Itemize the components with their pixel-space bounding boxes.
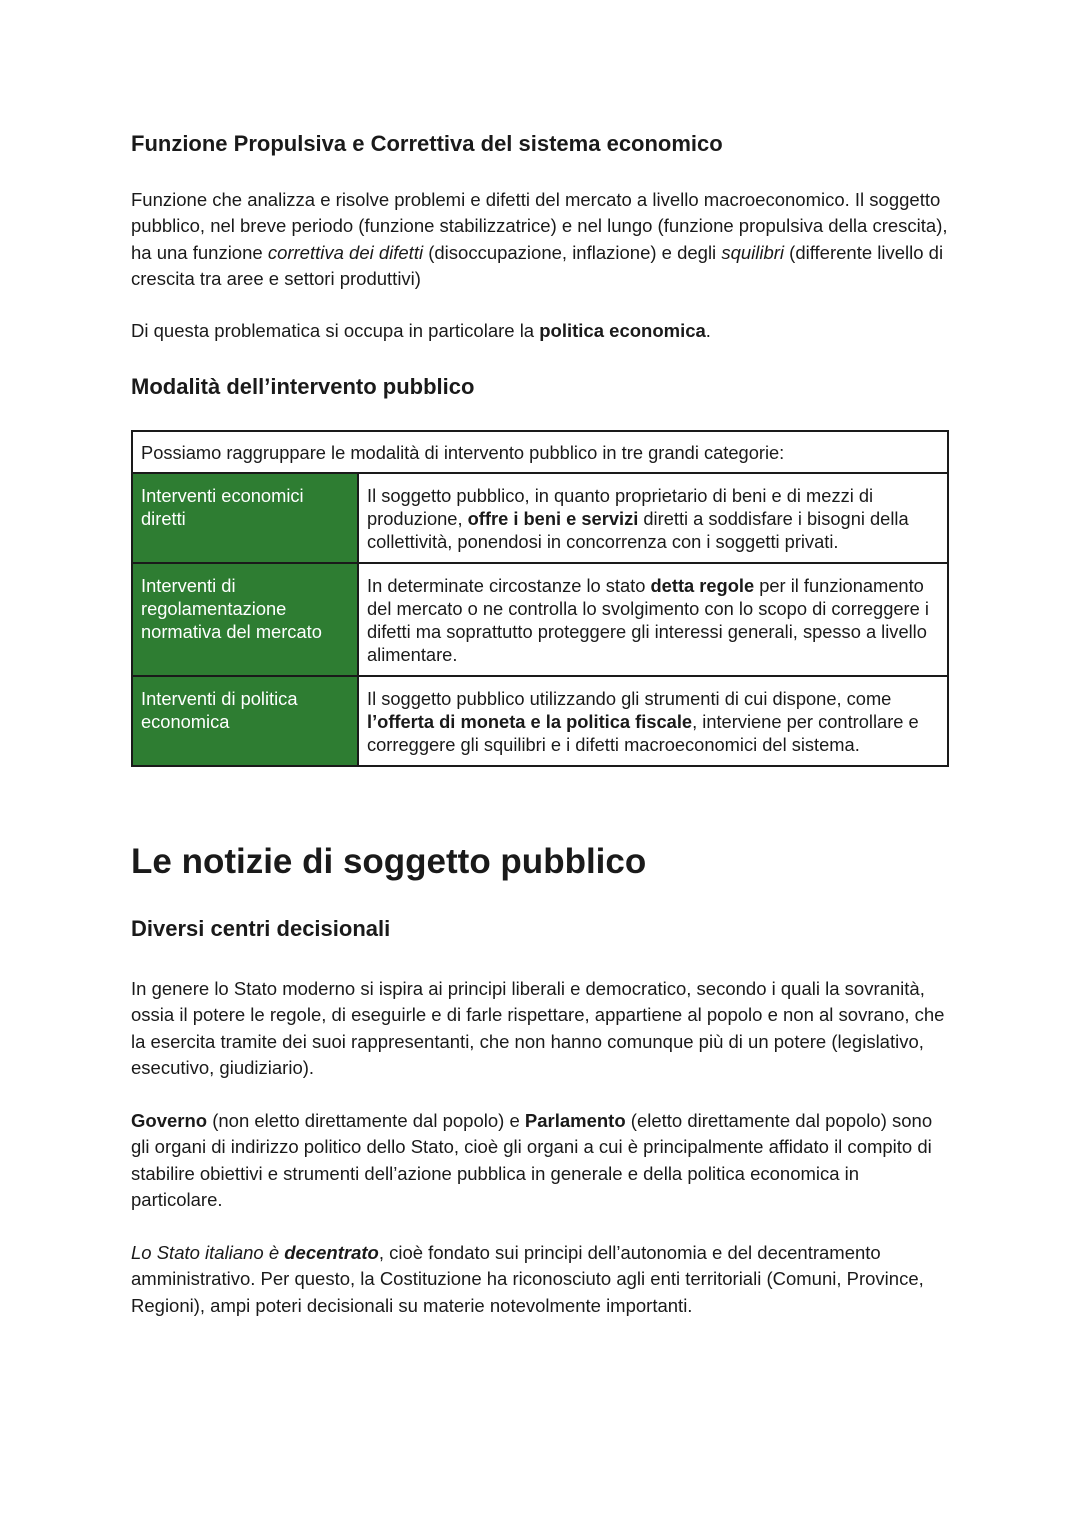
table-row (132, 473, 948, 563)
paragraph-governo-parlamento: Governo (non eletto direttamente dal popolo) e Parlamento (eletto direttamente dal popolo) sono gli organi di indirizzo politico dello Stato, cioè gli organi a cui è principalmente affidato il compito di stabilire obiettivi e strumenti dell’azione pubblica in generale e della politica economica in particolare. (131, 1110, 933, 1211)
category-cell: Interventi di politica economica (132, 676, 358, 766)
category-cell: Interventi economici diretti (132, 473, 358, 563)
table-intro-row (132, 431, 948, 473)
paragraph-funzione: Funzione che analizza e risolve problemi e difetti del mercato a livello macroeconomico. Il soggetto pubblico, nel breve periodo (funzione stabilizzatrice) e nel lungo (funzione propulsiva della crescita), ha una funzione correttiva dei difetti (disoccupazione, inflazione) e degli squilibri (differente livello di crescita tra aree e settori produttivi) (131, 189, 948, 290)
main-heading-soggetto-pubblico: Le notizie di soggetto pubblico (131, 842, 647, 881)
paragraph-stato-decentrato: Lo Stato italiano è decentrato, cioè fondato sui principi dell’autonomia e del decentramento amministrativo. Per questo, la Costituzione ha riconosciuto agli enti territoriali (Comuni, Province, Regioni), ampi poteri decisionali su materie notevolmente importanti. (131, 1242, 924, 1316)
paragraph-politica-economica: Di questa problematica si occupa in particolare la politica economica. (131, 320, 711, 341)
table-row (132, 676, 948, 766)
section-title-centri-decisionali: Diversi centri decisionali (131, 916, 391, 941)
modalita-table (131, 430, 949, 767)
table-row (132, 563, 948, 676)
section-title-funzione: Funzione Propulsiva e Correttiva del sistema economico (131, 131, 723, 156)
description-cell: Il soggetto pubblico utilizzando gli strumenti di cui dispone, come l’offerta di moneta e la politica fiscale, interviene per controllare e correggere gli squilibri e i difetti macroeconomici del sistema. (358, 676, 948, 766)
description-cell: In determinate circostanze lo stato detta regole per il funzionamento del mercato o ne controlla lo svolgimento con lo scopo di correggere i difetti ma soprattutto proteggere gli interessi generali, spesso a livello alimentare. (358, 563, 948, 676)
category-cell: Interventi di regolamentazione normativa del mercato (132, 563, 358, 676)
table-intro-cell: Possiamo raggruppare le modalità di intervento pubblico in tre grandi categorie: (132, 431, 948, 473)
description-cell: Il soggetto pubblico, in quanto proprietario di beni e di mezzi di produzione, offre i beni e servizi diretti a soddisfare i bisogni della collettività, ponendosi in concorrenza con i soggetti privati. (358, 473, 948, 563)
section-title-modalita: Modalità dell’intervento pubblico (131, 374, 475, 399)
paragraph-stato-moderno: In genere lo Stato moderno si ispira ai principi liberali e democratico, secondo i quali la sovranità, ossia il potere le regole, di eseguirle e di farle rispettare, appartiene al popolo e non al sovrano, che la esercita tramite dei suoi rappresentanti, che non hanno comunque più di un potere (legislativo, esecutivo, giudiziario). (131, 978, 945, 1079)
